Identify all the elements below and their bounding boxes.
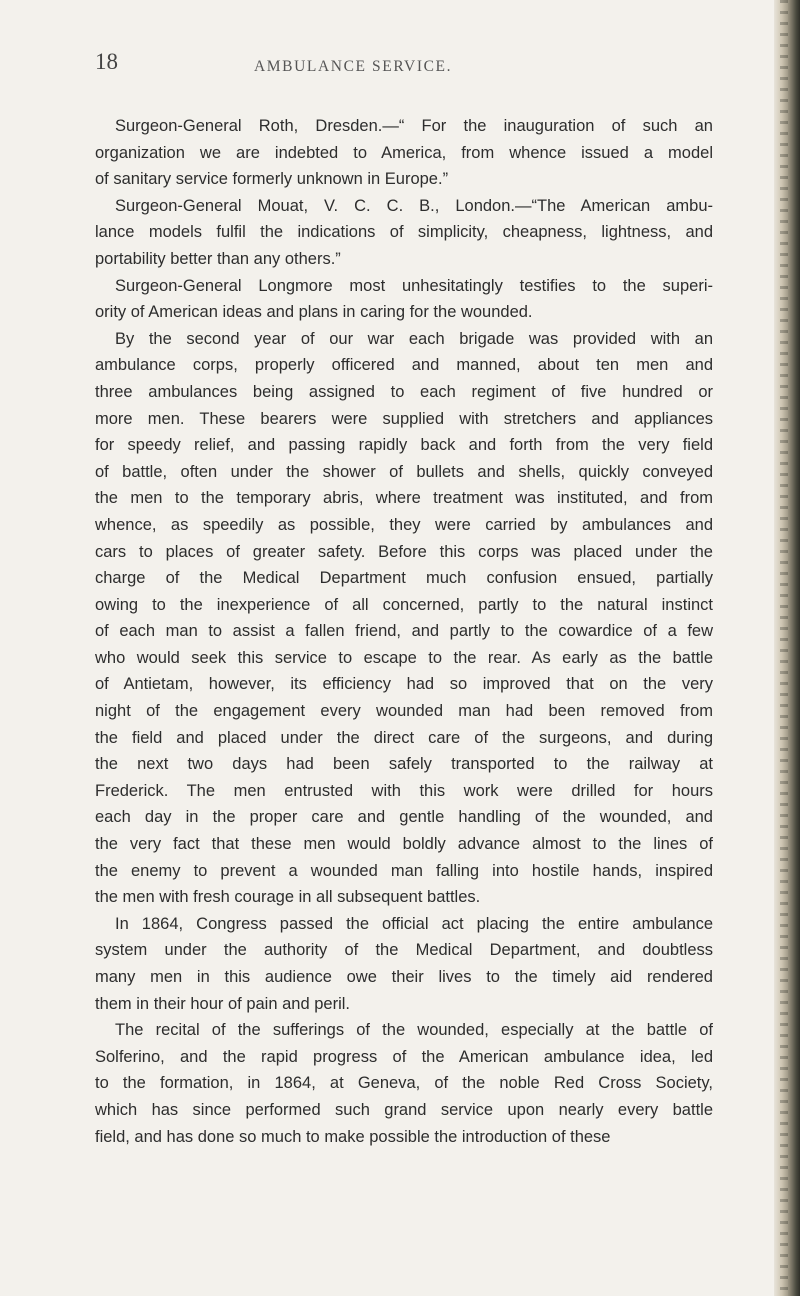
binding-edge [774, 0, 800, 1296]
text-line: more men. These bearers were supplied with stretchers and appliances [95, 409, 713, 428]
text-line: whence, as speedily as possible, they were carried by ambulances and [95, 515, 713, 534]
text-line: the field and placed under the direct care of the surgeons, and during [95, 728, 713, 747]
text-line: many men in this audience owe their lives to the timely aid rendered [95, 968, 713, 986]
text-line: the men with fresh courage in all subsequent battles. [95, 888, 481, 907]
body-text [95, 113, 713, 1150]
text-line: Surgeon-General Mouat, V. C. C. B., London.—“The American ambu- [115, 196, 713, 215]
text-line: organization we are indebted to America, from whence issued a model [95, 143, 713, 162]
text-line: ambulance corps, properly officered and manned, about ten men and [95, 356, 713, 375]
text-line: each day in the proper care and gentle handling of the wounded, and [95, 808, 713, 827]
text-line: field, and has done so much to make possible the introduction of these [95, 1127, 611, 1146]
page-number: 18 [95, 49, 118, 74]
text-line: lance models fulfil the indications of simplicity, cheapness, lightness, and [95, 223, 713, 242]
text-line: By the second year of our war each brigade was provided with an [115, 329, 713, 348]
text-line: for speedy relief, and passing rapidly back and forth from the very field [95, 436, 713, 455]
text-line: owing to the inexperience of all concerned, partly to the natural instinct [95, 595, 713, 614]
text-line: Frederick. The men entrusted with this work were drilled for hours [95, 781, 713, 800]
text-line: ority of American ideas and plans in caring for the wounded. [95, 303, 533, 322]
text-line: the men to the temporary abris, where treatment was instituted, and from [95, 489, 713, 508]
text-line: system under the authority of the Medical Department, and doubtless [95, 941, 713, 960]
text-line: them in their hour of pain and peril. [95, 994, 350, 1013]
text-line: of battle, often under the shower of bullets and shells, quickly conveyed [95, 462, 713, 481]
text-line: portability better than any others.” [95, 249, 341, 268]
text-line: who would seek this service to escape to the rear. As early as the battle [95, 648, 713, 667]
text-line: to the formation, in 1864, at Geneva, of the noble Red Cross Society, [95, 1074, 713, 1093]
text-line: of Antietam, however, its efficiency had so improved that on the very [95, 675, 713, 694]
text-line: the next two days had been safely transported to the railway at [95, 755, 713, 774]
text-line: of sanitary service formerly unknown in Europe.” [95, 170, 449, 189]
text-line: the very fact that these men would boldly advance almost to the lines of [95, 835, 713, 854]
text-line: night of the engagement every wounded man had been removed from [95, 702, 713, 721]
page-header [95, 49, 710, 88]
text-line: Surgeon-General Roth, Dresden.—“ For the inauguration of such an [115, 117, 713, 135]
text-line: of each man to assist a fallen friend, and partly to the cowardice of a few [95, 622, 713, 641]
text-line: In 1864, Congress passed the official act placing the entire ambulance [115, 914, 713, 933]
text-line: which has since performed such grand service upon nearly every battle [95, 1100, 713, 1119]
text-line: Surgeon-General Longmore most unhesitatingly testifies to the superi- [115, 276, 713, 295]
text-line: Solferino, and the rapid progress of the American ambulance idea, led [95, 1047, 713, 1066]
text-line: charge of the Medical Department much confusion ensued, partially [95, 569, 713, 588]
running-head: AMBULANCE SERVICE. [254, 58, 453, 75]
text-line: The recital of the sufferings of the wounded, especially at the battle of [115, 1021, 713, 1040]
text-line: cars to places of greater safety. Before this corps was placed under the [95, 542, 713, 561]
text-line: three ambulances being assigned to each regiment of five hundred or [95, 382, 713, 401]
text-line: the enemy to prevent a wounded man falling into hostile hands, inspired [95, 861, 713, 880]
